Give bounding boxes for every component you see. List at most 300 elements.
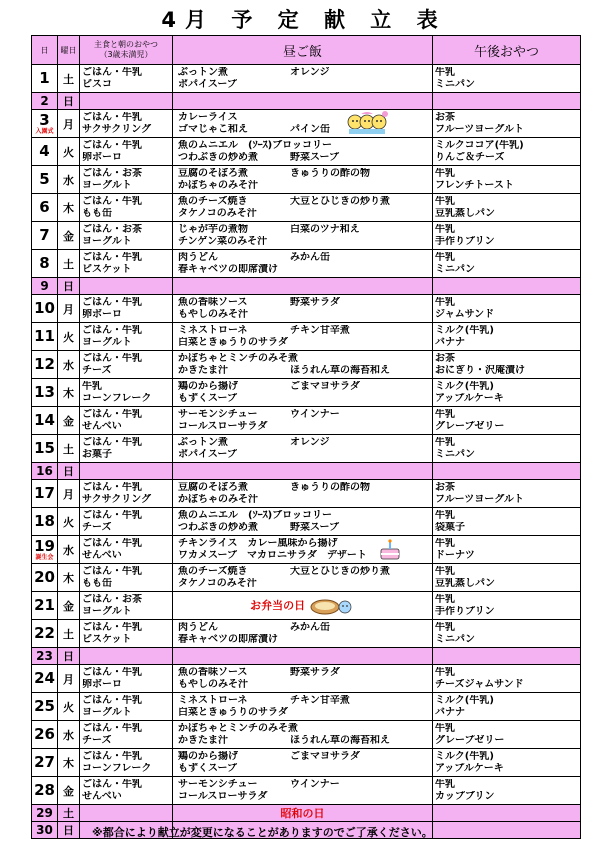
snack-item: 豆乳蒸しパン: [435, 577, 495, 589]
weekday-cell: 金: [58, 222, 80, 250]
lunch-item: ポパイスープ: [178, 448, 237, 460]
weekday-cell: 木: [58, 749, 80, 777]
lunch-cell: [173, 665, 433, 693]
lunch-item: ぶっトン煮: [178, 436, 228, 448]
weekday-cell: 月: [58, 480, 80, 508]
day-number: 29: [36, 805, 53, 820]
snack-item: フルーツヨーグルト: [435, 123, 524, 135]
weekday-cell: 月: [58, 665, 80, 693]
snack-cell: [433, 407, 581, 435]
lunch-item: オレンジ: [290, 436, 330, 448]
day-cell: [32, 777, 58, 805]
lunch-line: [175, 578, 432, 590]
lunch-cell: [173, 620, 433, 648]
day-number: 5: [39, 170, 50, 188]
lunch-line: [175, 325, 432, 337]
morning-item: ごはん・牛乳: [82, 778, 142, 790]
lunch-line: [175, 112, 432, 124]
lunch-item: かぼちゃのみそ汁: [178, 179, 258, 191]
morning-cell: [80, 665, 173, 693]
weekday-cell: 火: [58, 138, 80, 166]
menu-table: [31, 35, 581, 839]
snack-cell: [433, 379, 581, 407]
lunch-item: パイン缶: [290, 123, 330, 135]
page-title: 4月 予 定 献 立 表: [161, 8, 447, 32]
morning-item: ビスコ: [82, 78, 112, 90]
snack-cell: [433, 351, 581, 379]
table-row: [32, 536, 581, 564]
morning-item: ごはん・牛乳: [82, 565, 142, 577]
day-cell: [32, 435, 58, 463]
morning-cell: [80, 620, 173, 648]
lunch-item: 魚のムニエル (ｿｰｽ)ブロッコリー: [178, 139, 332, 151]
snack-cell: [433, 721, 581, 749]
lunch-cell: [173, 65, 433, 93]
morning-cell: [80, 721, 173, 749]
lunch-line: [175, 791, 432, 803]
lunch-item: オレンジ: [290, 66, 330, 78]
lunch-item: もやしのみそ汁: [178, 308, 248, 320]
header-lunch: 昼ご飯: [173, 36, 433, 65]
lunch-cell: [173, 592, 433, 620]
morning-cell: [80, 138, 173, 166]
lunch-item: ミネストローネ: [178, 324, 248, 336]
snack-cell: [433, 564, 581, 592]
snack-item: ミルク(牛乳): [435, 750, 494, 762]
lunch-item: サーモンシチュー: [178, 778, 258, 790]
table-row: [32, 749, 581, 777]
lunch-item: 魚のムニエル (ｿｰｽ)ブロッコリー: [178, 509, 332, 521]
lunch-line: [175, 494, 432, 506]
table-row: [32, 665, 581, 693]
snack-item: ミルク(牛乳): [435, 380, 494, 392]
day-number: 1: [39, 69, 50, 87]
morning-cell: [80, 323, 173, 351]
snack-item: 牛乳: [435, 296, 455, 308]
lunch-item: みかん缶: [290, 621, 330, 633]
header-row: [32, 36, 581, 65]
header-day: 日: [32, 36, 58, 65]
morning-cell: [80, 351, 173, 379]
snack-cell: [433, 508, 581, 536]
snack-cell: [433, 480, 581, 508]
snack-cell: [433, 166, 581, 194]
lunch-item: 野菜サラダ: [290, 296, 340, 308]
snack-item: カップブリン: [435, 790, 495, 802]
lunch-line: [175, 180, 432, 192]
snack-item: フレンチトースト: [435, 179, 514, 191]
lunch-line: [175, 152, 432, 164]
lunch-line: [175, 522, 432, 534]
snack-item: 牛乳: [435, 408, 455, 420]
day-number: 16: [36, 463, 53, 478]
lunch-item: 野菜スープ: [290, 151, 339, 163]
lunch-line: [175, 208, 432, 220]
lunch-item: きゅうりの酢の物: [290, 481, 370, 493]
lunch-item: じゃが芋の煮物: [178, 223, 248, 235]
lunch-cell: [173, 480, 433, 508]
lunch-cell: [173, 648, 433, 665]
table-row: [32, 323, 581, 351]
snack-item: 手作りプリン: [435, 605, 495, 617]
morning-item: ヨーグルト: [82, 179, 132, 191]
snack-item: バナナ: [435, 336, 465, 348]
morning-cell: [80, 693, 173, 721]
weekday-cell: 土: [58, 805, 80, 822]
event-label: 入園式: [35, 127, 54, 135]
morning-item: ごはん・お茶: [82, 223, 142, 235]
snack-cell: [433, 592, 581, 620]
morning-item: ごはん・牛乳: [82, 509, 142, 521]
lunch-line: [175, 622, 432, 634]
table-row: [32, 138, 581, 166]
snack-item: 牛乳: [435, 195, 455, 207]
lunch-cell: [173, 508, 433, 536]
snack-cell: [433, 323, 581, 351]
lunch-cell: [173, 351, 433, 379]
lunch-item: つわぶきの炒め煮: [178, 521, 258, 533]
snack-item: ドーナツ: [435, 549, 475, 561]
lunch-line: [175, 449, 432, 461]
table-row: [32, 250, 581, 278]
lunch-line: [175, 365, 432, 377]
table-row: [32, 379, 581, 407]
morning-cell: [80, 508, 173, 536]
morning-item: ビスケット: [82, 263, 132, 275]
lunch-line: [175, 67, 432, 79]
morning-cell: [80, 407, 173, 435]
table-row: [32, 110, 581, 138]
bento-box-icon: [309, 597, 355, 615]
morning-item: ごはん・牛乳: [82, 481, 142, 493]
morning-cell: [80, 110, 173, 138]
snack-item: ミニパン: [435, 78, 475, 90]
weekday-cell: 日: [58, 93, 80, 110]
lunch-item: つわぶきの炒め煮: [178, 151, 258, 163]
lunch-cell: [173, 777, 433, 805]
lunch-line: [175, 707, 432, 719]
lunch-item: ウインナー: [290, 408, 340, 420]
morning-cell: [80, 592, 173, 620]
snack-item: アップルケーキ: [435, 762, 504, 774]
day-number: 9: [40, 278, 49, 293]
day-number: 23: [36, 648, 53, 663]
lunch-item: 魚のチーズ焼き: [178, 565, 248, 577]
weekday-cell: 火: [58, 323, 80, 351]
morning-item: 卵ボーロ: [82, 151, 122, 163]
snack-item: アップルケーキ: [435, 392, 504, 404]
morning-item: 卵ボーロ: [82, 308, 122, 320]
snack-cell: [433, 648, 581, 665]
table-row: [32, 166, 581, 194]
snack-cell: [433, 693, 581, 721]
snack-cell: [433, 463, 581, 480]
snack-item: ミニパン: [435, 448, 475, 460]
day-number: 2: [40, 93, 49, 108]
snack-item: グレープゼリー: [435, 420, 505, 432]
lunch-item: ぶっトン煮: [178, 66, 228, 78]
lunch-item: 春キャベツの即席漬け: [178, 633, 278, 645]
day-cell: [32, 295, 58, 323]
lunch-line: [175, 297, 432, 309]
morning-item: ごはん・牛乳: [82, 352, 142, 364]
day-cell: [32, 508, 58, 536]
lunch-cell: [173, 379, 433, 407]
day-cell: [32, 166, 58, 194]
lunch-item: ゴマじゃこ和え: [178, 123, 248, 135]
table-row: [32, 805, 581, 822]
day-cell: [32, 620, 58, 648]
snack-item: 牛乳: [435, 778, 455, 790]
day-cell: [32, 110, 58, 138]
snack-item: フルーツヨーグルト: [435, 493, 524, 505]
weekday-cell: 日: [58, 648, 80, 665]
morning-item: ごはん・牛乳: [82, 139, 142, 151]
lunch-line: [175, 437, 432, 449]
morning-item: お菓子: [82, 448, 112, 460]
morning-item: ヨーグルト: [82, 605, 132, 617]
lunch-item: コールスローサラダ: [178, 790, 268, 802]
lunch-item: チンゲン菜のみそ汁: [178, 235, 268, 247]
table-row: [32, 564, 581, 592]
snack-cell: [433, 536, 581, 564]
snack-item: お茶: [435, 111, 455, 123]
table-row: [32, 351, 581, 379]
lunch-cell: [173, 564, 433, 592]
morning-item: コーンフレーク: [82, 392, 152, 404]
day-cell: [32, 194, 58, 222]
lunch-cell: [173, 693, 433, 721]
lunch-cell: [173, 138, 433, 166]
day-cell: [32, 536, 58, 564]
morning-item: ビスケット: [82, 633, 132, 645]
lunch-cell: [173, 93, 433, 110]
table-row: [32, 592, 581, 620]
lunch-item: 魚の香味ソース: [178, 296, 248, 308]
lunch-item: チキンライス カレー風味から揚げ: [178, 537, 338, 549]
day-number: 25: [34, 697, 55, 715]
bento-day-label: お弁当の日: [250, 598, 306, 612]
lunch-item: チキン甘辛煮: [290, 694, 350, 706]
lunch-item: かぼちゃとミンチのみそ煮: [178, 352, 298, 364]
lunch-cell: [173, 222, 433, 250]
morning-item: サクサクリング: [82, 123, 151, 135]
day-number: 4: [39, 142, 50, 160]
snack-item: グレープゼリー: [435, 734, 505, 746]
morning-item: ごはん・牛乳: [82, 436, 142, 448]
header-morning-line1: 主食と朝のおやつ: [94, 40, 158, 49]
morning-item: ごはん・牛乳: [82, 722, 142, 734]
table-row: [32, 278, 581, 295]
weekday-cell: 水: [58, 536, 80, 564]
lunch-item: もずくスープ: [178, 392, 237, 404]
day-cell: [32, 323, 58, 351]
day-cell: [32, 480, 58, 508]
snack-item: ミルク(牛乳): [435, 324, 494, 336]
morning-cell: [80, 93, 173, 110]
day-cell: [32, 278, 58, 295]
morning-item: ごはん・お茶: [82, 167, 142, 179]
weekday-cell: 水: [58, 721, 80, 749]
snack-cell: [433, 194, 581, 222]
lunch-item: かぼちゃとミンチのみそ煮: [178, 722, 298, 734]
morning-cell: [80, 536, 173, 564]
snack-cell: [433, 222, 581, 250]
table-row: [32, 65, 581, 93]
day-number: 3: [39, 110, 50, 129]
lunch-line: [175, 393, 432, 405]
snack-cell: [433, 435, 581, 463]
morning-cell: [80, 379, 173, 407]
day-number: 8: [39, 254, 50, 272]
morning-item: ごはん・牛乳: [82, 621, 142, 633]
snack-item: 牛乳: [435, 537, 455, 549]
lunch-item: ほうれん草の海苔和え: [290, 734, 390, 746]
snack-item: お茶: [435, 481, 455, 493]
lunch-line: [175, 124, 432, 136]
morning-item: せんべい: [82, 790, 122, 802]
event-label: 誕生会: [35, 553, 54, 561]
snack-item: 牛乳: [435, 621, 455, 633]
snack-item: 豆乳蒸しパン: [435, 207, 495, 219]
table-row: [32, 620, 581, 648]
day-number: 18: [34, 512, 55, 530]
header-weekday: 曜日: [58, 36, 80, 65]
snack-item: 牛乳: [435, 666, 455, 678]
lunch-cell: [173, 110, 433, 138]
morning-cell: [80, 194, 173, 222]
morning-item: せんべい: [82, 549, 122, 561]
snack-item: バナナ: [435, 706, 465, 718]
snack-cell: [433, 665, 581, 693]
table-row: [32, 777, 581, 805]
lunch-item: ウインナー: [290, 778, 340, 790]
lunch-cell: [173, 721, 433, 749]
lunch-line: [175, 779, 432, 791]
weekday-cell: 水: [58, 351, 80, 379]
lunch-cell: [173, 463, 433, 480]
lunch-item: ワカメスープ マカロニサラダ デザート: [178, 549, 367, 561]
lunch-item: 白菜ときゅうりのサラダ: [178, 706, 288, 718]
lunch-line: [175, 510, 432, 522]
morning-item: ごはん・牛乳: [82, 195, 142, 207]
lunch-item: 野菜スープ: [290, 521, 339, 533]
day-cell: [32, 379, 58, 407]
snack-item: 手作りプリン: [435, 235, 495, 247]
lunch-item: かぼちゃのみそ汁: [178, 493, 258, 505]
snack-item: 牛乳: [435, 436, 455, 448]
day-cell: [32, 805, 58, 822]
snack-cell: [433, 93, 581, 110]
morning-item: チーズ: [82, 521, 112, 533]
weekday-cell: 木: [58, 564, 80, 592]
weekday-cell: 金: [58, 777, 80, 805]
day-number: 20: [34, 568, 55, 586]
snack-item: ミルクココア(牛乳): [435, 139, 524, 151]
lunch-cell: [173, 435, 433, 463]
morning-item: チーズ: [82, 364, 112, 376]
weekday-cell: 木: [58, 379, 80, 407]
weekday-cell: 火: [58, 693, 80, 721]
lunch-cell: [173, 805, 433, 822]
lunch-line: [175, 252, 432, 264]
footer-note: ※都合により献立が変更になることがありますのでご了承ください。: [92, 826, 433, 839]
weekday-cell: 土: [58, 250, 80, 278]
lunch-item: 大豆とひじきの炒り煮: [290, 565, 390, 577]
lunch-line: [175, 566, 432, 578]
snack-cell: [433, 620, 581, 648]
morning-cell: [80, 749, 173, 777]
lunch-item: 春キャベツの即席漬け: [178, 263, 278, 275]
morning-item: ヨーグルト: [82, 706, 132, 718]
snack-item: 牛乳: [435, 167, 455, 179]
day-number: 6: [39, 198, 50, 216]
morning-cell: [80, 278, 173, 295]
weekday-cell: 土: [58, 435, 80, 463]
morning-item: ごはん・お茶: [82, 593, 142, 605]
menu-body: [32, 65, 581, 839]
lunch-item: 白菜ときゅうりのサラダ: [178, 336, 288, 348]
snack-cell: [433, 138, 581, 166]
snack-item: 牛乳: [435, 223, 455, 235]
morning-item: ごはん・牛乳: [82, 111, 142, 123]
lunch-line: [175, 763, 432, 775]
morning-item: もも缶: [82, 207, 112, 219]
day-number: 17: [34, 484, 55, 502]
day-number: 7: [39, 226, 50, 244]
lunch-line: [175, 196, 432, 208]
snack-item: 牛乳: [435, 509, 455, 521]
day-cell: [32, 93, 58, 110]
morning-cell: [80, 166, 173, 194]
morning-item: ごはん・牛乳: [82, 324, 142, 336]
lunch-item: サーモンシチュー: [178, 408, 258, 420]
morning-item: せんべい: [82, 420, 122, 432]
lunch-cell: [173, 166, 433, 194]
day-cell: [32, 665, 58, 693]
day-cell: [32, 564, 58, 592]
morning-item: ごはん・牛乳: [82, 251, 142, 263]
morning-item: ごはん・牛乳: [82, 66, 142, 78]
snack-cell: [433, 295, 581, 323]
day-cell: [32, 693, 58, 721]
morning-cell: [80, 648, 173, 665]
snack-cell: [433, 777, 581, 805]
day-cell: [32, 822, 58, 839]
day-number: 30: [36, 822, 53, 837]
lunch-item: 野菜サラダ: [290, 666, 340, 678]
weekday-cell: 水: [58, 166, 80, 194]
snack-item: 牛乳: [435, 722, 455, 734]
lunch-line: [175, 337, 432, 349]
morning-item: 卵ボーロ: [82, 678, 122, 690]
lunch-item: ごまマヨサラダ: [290, 750, 360, 762]
snack-item: お茶: [435, 352, 455, 364]
table-row: [32, 721, 581, 749]
day-number: 21: [34, 596, 55, 614]
header-snack: 午後おやつ: [433, 36, 581, 65]
morning-item: ごはん・牛乳: [82, 666, 142, 678]
morning-item: ヨーグルト: [82, 336, 132, 348]
lunch-line: [175, 168, 432, 180]
lunch-item: ポパイスープ: [178, 78, 237, 90]
snack-item: 袋菓子: [435, 521, 465, 533]
weekday-cell: 火: [58, 508, 80, 536]
lunch-item: タケノコのみそ汁: [178, 207, 257, 219]
snack-cell: [433, 65, 581, 93]
lunch-line: [175, 224, 432, 236]
day-cell: [32, 222, 58, 250]
